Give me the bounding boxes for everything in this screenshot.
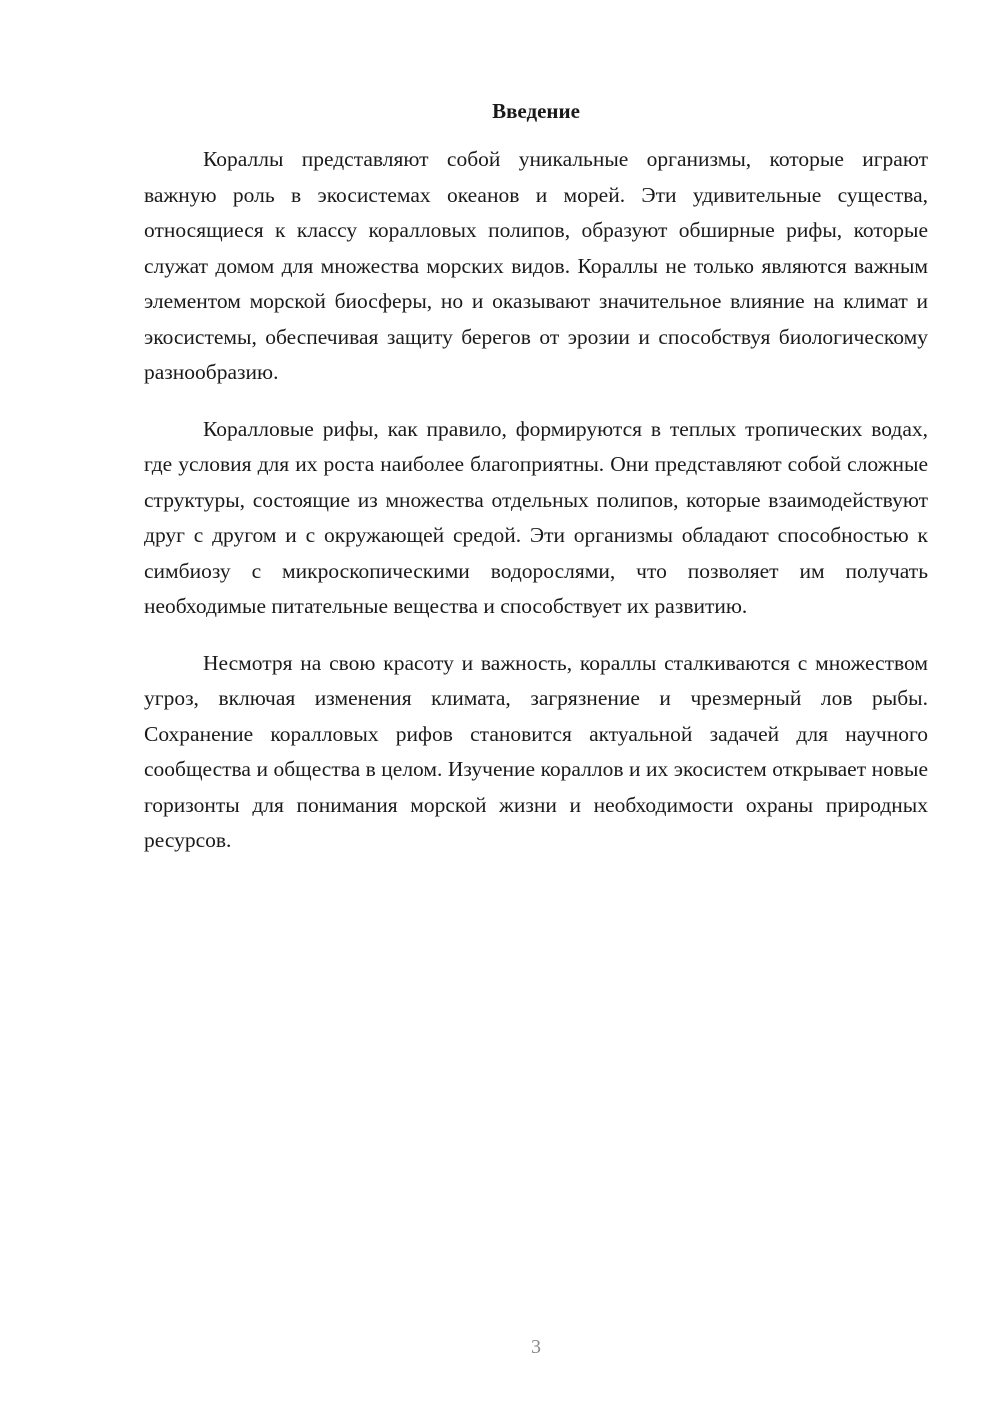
body-text [144, 142, 928, 880]
page-number: 3 [531, 1336, 541, 1358]
paragraph-1: Кораллы представляют собой уникальные организмы, которые играют важную роль в экосистемах океанов и морей. Эти удивительные существа, относящиеся к классу коралловых полипов, образуют обширные рифы, которые служат домом для множества морских видов. Кораллы не только являются важным элементом морской биосферы, но и оказывают значительное влияние на климат и экосистемы, обеспечивая защиту берегов от эрозии и способствуя биологическому разнообразию. [144, 147, 928, 384]
paragraph-2: Коралловые рифы, как правило, формируются в теплых тропических водах, где условия для их роста наиболее благоприятны. Они представляют собой сложные структуры, состоящие из множества отдельных полипов, которые взаимодействуют друг с другом и с окружающей средой. Эти организмы обладают способностью к симбиозу с микроскопическими водорослями, что позволяет им получать необходимые питательные вещества и способствует их развитию. [144, 416, 928, 618]
paragraph-3: Несмотря на свою красоту и важность, кораллы сталкиваются с множеством угроз, включая изменения климата, загрязнение и чрезмерный лов рыбы. Сохранение коралловых рифов становится актуальной задачей для научного сообщества и общества в целом. Изучение кораллов и их экосистем открывает новые горизонты для понимания морской жизни и необходимости охраны природных ресурсов. [144, 650, 928, 852]
section-heading: Введение [492, 99, 580, 123]
